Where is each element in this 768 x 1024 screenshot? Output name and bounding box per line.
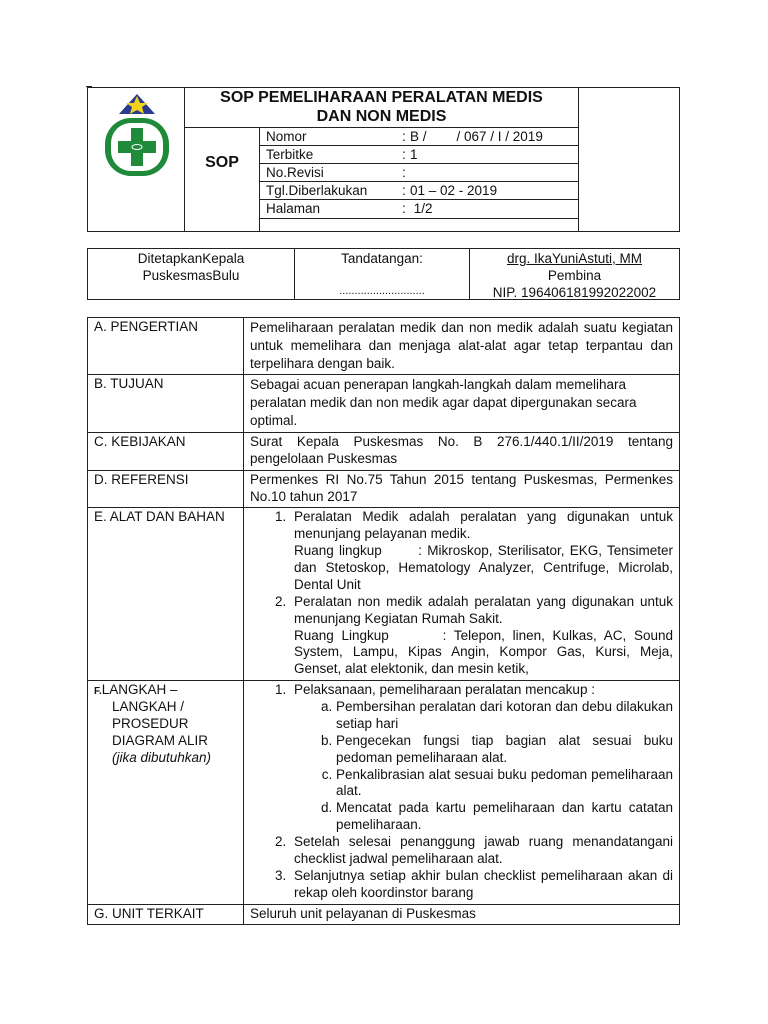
section-text: Surat Kepala Puskesmas No. B 276.1/440.1/II/2019 tentang pengelolaan Puskesmas	[250, 433, 673, 466]
section-label: D. REFERENSI	[88, 471, 244, 508]
section-tujuan	[88, 375, 679, 432]
meta-row-halaman	[260, 200, 579, 218]
section-langkah	[88, 681, 679, 904]
sop-label: SOP	[185, 128, 260, 231]
item-scope: Ruang lingkup : Mikroskop, Sterilisator, EKG, Tensimeter dan Stetoskop, Hematology Analyzer, Centrifuge, Microlab, Dental Unit	[294, 543, 677, 592]
section-referensi	[88, 471, 679, 509]
meta-sep: :	[402, 129, 406, 144]
meta-key: Nomor	[266, 129, 307, 144]
sub-list-item: c. Penkalibrasian alat sesuai buku pedoman pemeliharaan alat.	[336, 767, 673, 801]
list-item: 3. Selanjutnya setiap akhir bulan checklist pemeliharaan akan di rekap oleh koordinstor barang	[290, 868, 673, 902]
approval-table	[87, 248, 680, 300]
label-line: LANGKAH /	[112, 699, 185, 714]
list-item	[290, 509, 677, 593]
section-list	[244, 508, 679, 680]
establisher-line-2: PuskesmasBulu	[142, 267, 240, 283]
section-label: E. ALAT DAN BAHAN	[88, 508, 244, 680]
meta-row-nomor	[260, 128, 579, 146]
section-text: Seluruh unit pelayanan di Puskesmas	[250, 905, 476, 921]
official-nip: NIP. 196406181992022002	[492, 284, 657, 300]
label-line: PROSEDUR	[112, 715, 189, 731]
puskesmas-logo-icon	[97, 92, 177, 182]
section-pengertian	[88, 318, 679, 375]
meta-key: Terbitke	[266, 147, 314, 162]
approval-official	[470, 249, 679, 299]
meta-key: No.Revisi	[266, 165, 324, 180]
list-item	[290, 593, 677, 678]
section-alat-bahan	[88, 508, 679, 681]
item-text: 1. Pelaksanaan, pemeliharaan peralatan mencakup :	[294, 682, 595, 698]
establisher-line-1: DitetapkanKepala	[137, 251, 245, 266]
section-text: Pemeliharaan peralatan medik dan non medik adalah suatu kegiatan untuk memelihara dan menjaga alat-alat agar tetap terpantau dan terpelihara dengan baik.	[250, 320, 673, 371]
section-label: C. KEBIJAKAN	[88, 433, 244, 470]
label-line: LANGKAH –	[101, 682, 178, 698]
item-text: 2. Peralatan non medik adalah peralatan yang digunakan untuk menunjang Kegiatan Rumah Sakit.	[294, 593, 673, 626]
section-kebijakan	[88, 433, 679, 471]
section-label: B. TUJUAN	[88, 375, 244, 431]
list-item	[290, 682, 673, 834]
meta-row-revisi	[260, 164, 579, 182]
meta-key: Tgl.Diberlakukan	[266, 183, 368, 198]
meta-value: 1/2	[410, 201, 433, 216]
meta-key: Halaman	[266, 201, 321, 216]
meta-sep: :	[402, 165, 406, 180]
sub-list-item: b. Pengecekan fungsi tiap bagian alat sesuai buku pedoman pemeliharaan alat.	[336, 733, 673, 767]
sub-list-item: d. Mencatat pada kartu pemeliharaan dan kartu catatan pemeliharaan.	[336, 800, 673, 834]
meta-value: 1	[410, 147, 418, 162]
sop-header-table	[87, 87, 680, 232]
meta-sep: :	[402, 147, 406, 162]
meta-sep: :	[402, 201, 406, 216]
document-title	[185, 88, 579, 128]
item-text: 1. Peralatan Medik adalah peralatan yang digunakan untuk menunjang pelayanan medik.	[294, 509, 673, 542]
approval-signature	[295, 249, 470, 299]
list-item: 2. Setelah selesai penanggung jawab ruang menandatangani checklist jadwal pemeliharaan alat.	[290, 834, 673, 868]
section-text: Permenkes RI No.75 Tahun 2015 tentang Puskesmas, Permenkes No.10 tahun 2017	[250, 471, 673, 504]
section-prefix: F.	[94, 686, 102, 698]
title-line-1: SOP PEMELIHARAAN PERALATAN MEDIS	[220, 89, 543, 107]
sub-list-item: a. Pembersihan peralatan dari kotoran dan debu dilakukan setiap hari	[336, 699, 673, 733]
label-line: DIAGRAM ALIR	[112, 732, 209, 748]
meta-row-tgl	[260, 182, 579, 200]
official-rank: Pembina	[547, 267, 602, 283]
label-line: (jika dibutuhkan)	[112, 749, 212, 765]
meta-sep: :	[402, 183, 406, 198]
section-label: G. UNIT TERKAIT	[88, 905, 244, 925]
section-unit-terkait	[88, 905, 679, 925]
section-text: Sebagai acuan penerapan langkah-langkah dalam memelihara peralatan medik dan non medik agar dapat dipergunakan secara optimal.	[250, 377, 637, 429]
approval-establisher	[88, 249, 295, 299]
signature-dots: ............................	[339, 284, 425, 297]
meta-value: 01 – 02 - 2019	[410, 183, 498, 198]
section-label	[88, 681, 244, 903]
meta-row-blank	[260, 218, 579, 231]
official-name: drg. IkaYuniAstuti, MM	[506, 251, 643, 266]
meta-row-terbitke	[260, 146, 579, 164]
logo-cell	[88, 88, 185, 231]
sop-content-table	[87, 317, 680, 925]
right-blank-cell	[579, 88, 679, 231]
meta-value: B / / 067 / I / 2019	[410, 129, 543, 144]
signature-label: Tandatangan:	[341, 251, 423, 266]
title-line-2: DAN NON MEDIS	[316, 107, 447, 125]
section-list	[244, 681, 679, 903]
item-scope: Ruang Lingkup : Telepon, linen, Kulkas, AC, Sound System, Lampu, Kipas Angin, Kompor Gas, Kursi, Meja, Genset, alat elektonik, dan mesin ketik,	[294, 627, 677, 677]
section-label: A. PENGERTIAN	[88, 318, 244, 374]
